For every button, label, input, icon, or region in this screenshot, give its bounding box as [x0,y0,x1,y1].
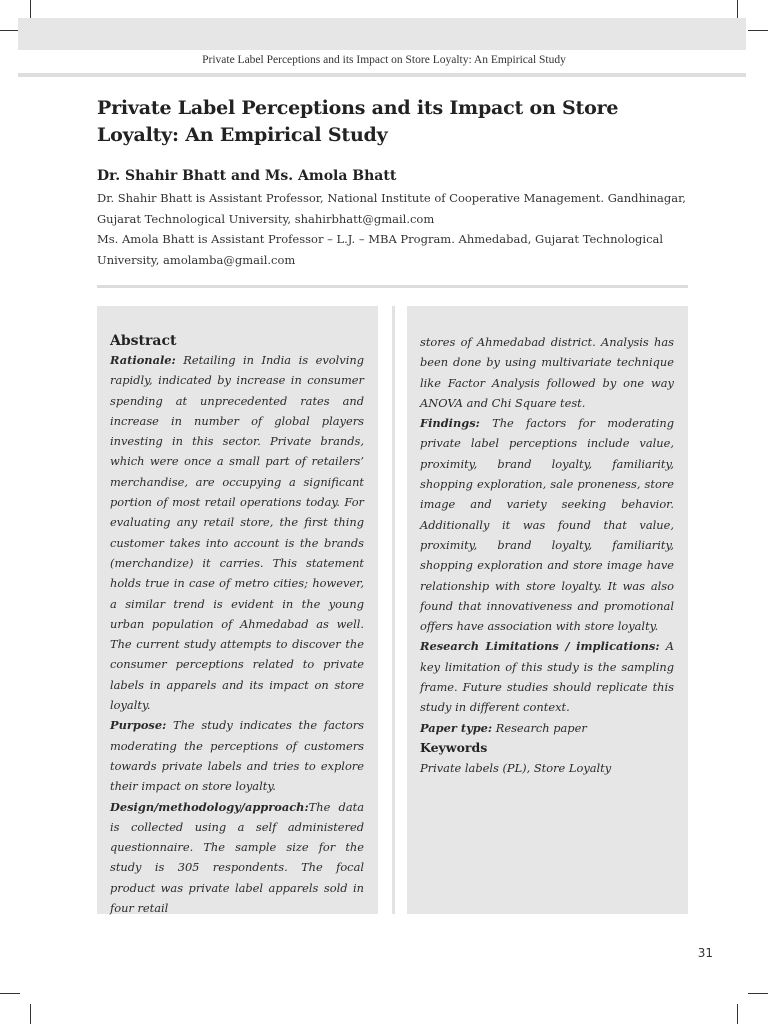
crop-mark [737,0,738,20]
purpose-label: Purpose: [110,718,167,733]
rationale-label: Rationale: [110,353,176,367]
crop-mark [30,0,31,20]
keywords-text: Private labels (PL), Store Loyalty [420,760,612,775]
crop-mark [748,30,768,31]
affiliation-2: Ms. Amola Bhatt is Assistant Professor – L.J. – MBA Program. Ahmedabad, Gujarat Technological University, amolamba@gmail.com [97,232,664,267]
rationale-text: Retailing in India is evolving rapidly, indicated by increase in consumer spending at unprecedented rates and increase in number of global players investing in this sector. Private brands, which were once a small part of retailers’ merchandise, are occupying a significant portion of most retail operations today. For evaluating any retail store, the first thing customer takes into account is the brands (merchandize) it carries. This statement holds true in case of metro cities; however, a similar trend is evident in the young urban population of Ahmedabad as well. The current study attempts to discover the consumer perceptions related to private labels in apparels and its impact on store loyalty. [110,353,364,713]
design-paragraph [110,797,364,919]
column-divider [392,306,395,914]
keywords-heading: Keywords [420,739,488,755]
authors: Dr. Shahir Bhatt and Ms. Amola Bhatt [97,168,397,184]
crop-mark [0,993,20,994]
header-rule [18,73,746,77]
design-paragraph-continued: stores of Ahmedabad district. Analysis has been done by using multivariate technique like Factor Analysis followed by one way ANOVA and Chi Square test. [420,335,674,410]
header-band [18,18,746,50]
paper-type-text: Research paper [492,720,587,735]
limitations-text: A key limitation of this study is the sampling frame. Future studies should replicate this study in different context. [420,639,674,715]
findings-text: The factors for moderating private label perceptions include value, proximity, brand loyalty, familiarity, shopping exploration, sale proneness, store image and variety seeking behavior. Additionally it was found that value, proximity, brand loyalty, familiarity, shopping exploration and store image have relationship with store loyalty. It was also found that innovativeness and promotional offers have association with store loyalty. [420,416,674,634]
design-text: The data is collected using a self administered questionnaire. The sample size for the study is 305 respondents. The focal product was private label apparels sold in four retail [110,799,364,916]
abstract-left-text [110,332,364,918]
section-divider [97,285,688,288]
crop-mark [0,30,20,31]
rationale-paragraph [110,350,364,715]
affiliation-1: Dr. Shahir Bhatt is Assistant Professor, National Institute of Cooperative Management. Gandhinagar, Gujarat Technological University, shahirbhatt@gmail.com [97,191,686,226]
crop-mark [737,1004,738,1024]
findings-paragraph [420,413,674,636]
page-number: 31 [697,946,713,960]
crop-mark [748,993,768,994]
article-title: Private Label Perceptions and its Impact on Store Loyalty: An Empirical Study [97,97,619,146]
limitations-label: Research Limitations / implications: [420,639,660,654]
design-label: Design/methodology/approach: [110,799,309,814]
limitations-paragraph [420,636,674,717]
abstract-heading: Abstract [110,333,177,349]
paper-type-paragraph [420,718,674,738]
paper-type-label: Paper type: [420,720,493,735]
running-header: Private Label Perceptions and its Impact on Store Loyalty: An Empirical Study [202,54,566,66]
crop-mark [30,1004,31,1024]
abstract-right-text [420,332,674,778]
findings-label: Findings: [420,416,480,431]
purpose-text: The study indicates the factors moderating the perceptions of customers towards private labels and tries to explore their impact on store loyalty. [110,718,364,794]
purpose-paragraph [110,715,364,796]
